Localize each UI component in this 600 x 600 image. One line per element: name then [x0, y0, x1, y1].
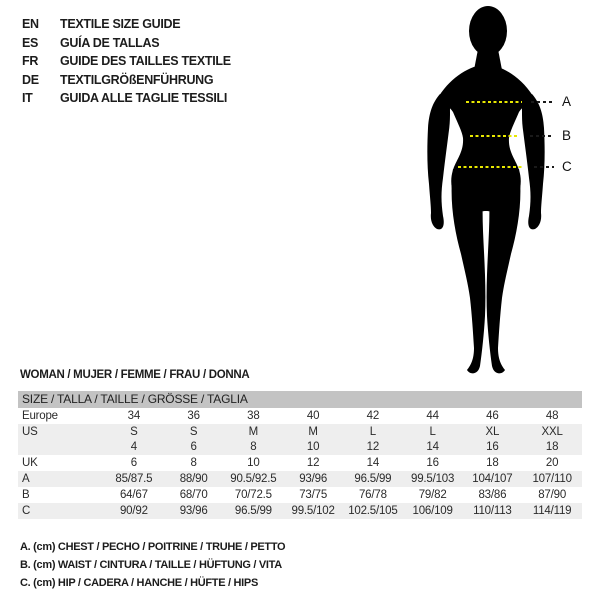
size-value-cell: 20: [545, 457, 559, 470]
guide-title: GUÍA DE TALLAS: [60, 35, 160, 50]
size-value-cell: 14: [426, 441, 439, 454]
size-value-cell: 64/67: [119, 488, 148, 501]
guide-title: GUIDE DES TAILLES TEXTILE: [60, 54, 231, 69]
size-value-cell: 46: [486, 409, 499, 422]
size-value-cell: 14: [366, 457, 380, 470]
size-value-cell: 106/109: [412, 504, 453, 517]
size-value-cell: 12: [306, 457, 320, 470]
language-code: DE: [22, 72, 39, 87]
table-row: [18, 503, 582, 519]
guide-title: TEXTILE SIZE GUIDE: [60, 17, 181, 32]
size-value-cell: 8: [250, 441, 257, 454]
language-code: FR: [22, 54, 39, 69]
size-value-cell: 93/96: [179, 504, 208, 517]
hip-measure-line: [458, 166, 524, 168]
measurement-legend: [20, 538, 285, 592]
table-row: [18, 487, 582, 503]
language-row: [22, 34, 231, 53]
size-value-cell: 68/70: [179, 488, 208, 501]
gender-title: WOMAN / MUJER / FEMME / FRAU / DONNA: [20, 369, 250, 381]
size-value-cell: M: [248, 425, 259, 438]
size-value-cell: L: [429, 425, 436, 438]
row-label: C: [22, 504, 31, 517]
size-value-cell: 6: [130, 457, 137, 470]
size-table-body: [18, 408, 582, 519]
table-row: [18, 455, 582, 471]
size-value-cell: 42: [366, 409, 380, 422]
size-value-cell: 87/90: [538, 488, 567, 501]
language-row: [22, 89, 231, 108]
size-value-cell: 79/82: [418, 488, 447, 501]
size-value-cell: 110/113: [473, 504, 512, 517]
row-label: UK: [22, 457, 38, 470]
size-value-cell: 99.5/102: [291, 504, 335, 517]
size-value-cell: 34: [127, 409, 141, 422]
size-value-cell: 40: [306, 409, 320, 422]
size-value-cell: 44: [426, 409, 439, 422]
size-value-cell: 73/75: [299, 488, 328, 501]
size-value-cell: 114/119: [532, 504, 572, 517]
size-value-cell: 8: [190, 457, 197, 470]
size-value-cell: 102.5/105: [348, 504, 398, 517]
chest-measure-line: [466, 101, 522, 103]
hip-label: C: [562, 159, 572, 174]
table-row: [18, 424, 582, 440]
waist-measure-line: [470, 135, 518, 137]
row-label: Europe: [22, 409, 58, 422]
guide-title: TEXTILGRÖßENFÜHRUNG: [60, 72, 214, 87]
size-value-cell: 83/86: [478, 488, 507, 501]
size-value-cell: 12: [366, 441, 380, 454]
legend-chest: A. (cm) CHEST / PECHO / POITRINE / TRUHE / PETTO: [20, 541, 286, 553]
chest-leader-line: [531, 101, 555, 103]
size-value-cell: 4: [130, 441, 137, 454]
language-row: [22, 15, 231, 34]
size-value-cell: 16: [486, 441, 499, 454]
size-table: [18, 391, 582, 519]
size-value-cell: XXL: [541, 425, 563, 438]
chest-label: A: [562, 94, 572, 109]
hip-leader-line: [534, 166, 554, 168]
row-label: B: [22, 488, 30, 501]
size-value-cell: 96.5/99: [234, 504, 272, 517]
size-value-cell: 48: [545, 409, 559, 422]
table-row: [18, 471, 582, 487]
language-code: IT: [22, 91, 33, 106]
size-table-header: SIZE / TALLA / TAILLE / GRÖSSE / TAGLIA: [18, 391, 582, 408]
size-value-cell: 10: [247, 457, 260, 470]
language-code: ES: [22, 35, 39, 50]
table-row: [18, 408, 582, 424]
size-value-cell: 70/72.5: [234, 488, 272, 501]
size-value-cell: 90/92: [119, 504, 148, 517]
size-value-cell: S: [189, 425, 198, 438]
size-value-cell: 85/87.5: [115, 473, 153, 486]
size-value-cell: L: [369, 425, 376, 438]
size-value-cell: 88/90: [179, 473, 208, 486]
size-value-cell: 16: [426, 457, 439, 470]
row-label: US: [22, 425, 38, 438]
language-code: EN: [22, 17, 39, 32]
language-row: [22, 71, 231, 90]
size-value-cell: 18: [545, 441, 559, 454]
size-value-cell: 93/96: [299, 473, 328, 486]
size-value-cell: 96.5/99: [354, 473, 392, 486]
size-value-cell: 104/107: [472, 473, 513, 486]
legend-waist: B. (cm) WAIST / CINTURA / TAILLE / HÜFTUNG / VITA: [20, 559, 282, 571]
size-value-cell: S: [130, 425, 138, 438]
size-value-cell: 90.5/92.5: [230, 473, 277, 486]
size-value-cell: 36: [187, 409, 200, 422]
size-value-cell: 99.5/103: [411, 473, 455, 486]
waist-label: B: [562, 128, 572, 143]
size-value-cell: XL: [485, 425, 500, 438]
legend-hip: C. (cm) HIP / CADERA / HANCHE / HÜFTE / HIPS: [20, 577, 258, 589]
size-value-cell: M: [308, 425, 318, 438]
waist-leader-line: [530, 135, 554, 137]
size-value-cell: 76/78: [358, 488, 387, 501]
size-value-cell: 107/110: [532, 473, 572, 486]
size-value-cell: 38: [247, 409, 260, 422]
guide-title: GUIDA ALLE TAGLIE TESSILI: [60, 91, 228, 106]
language-row: [22, 52, 231, 71]
size-value-cell: 18: [486, 457, 499, 470]
size-value-cell: 6: [190, 441, 197, 454]
row-label: A: [22, 473, 30, 486]
language-title-block: [22, 15, 231, 108]
woman-silhouette: [418, 4, 558, 374]
table-row: [18, 440, 582, 456]
size-value-cell: 10: [306, 441, 320, 454]
